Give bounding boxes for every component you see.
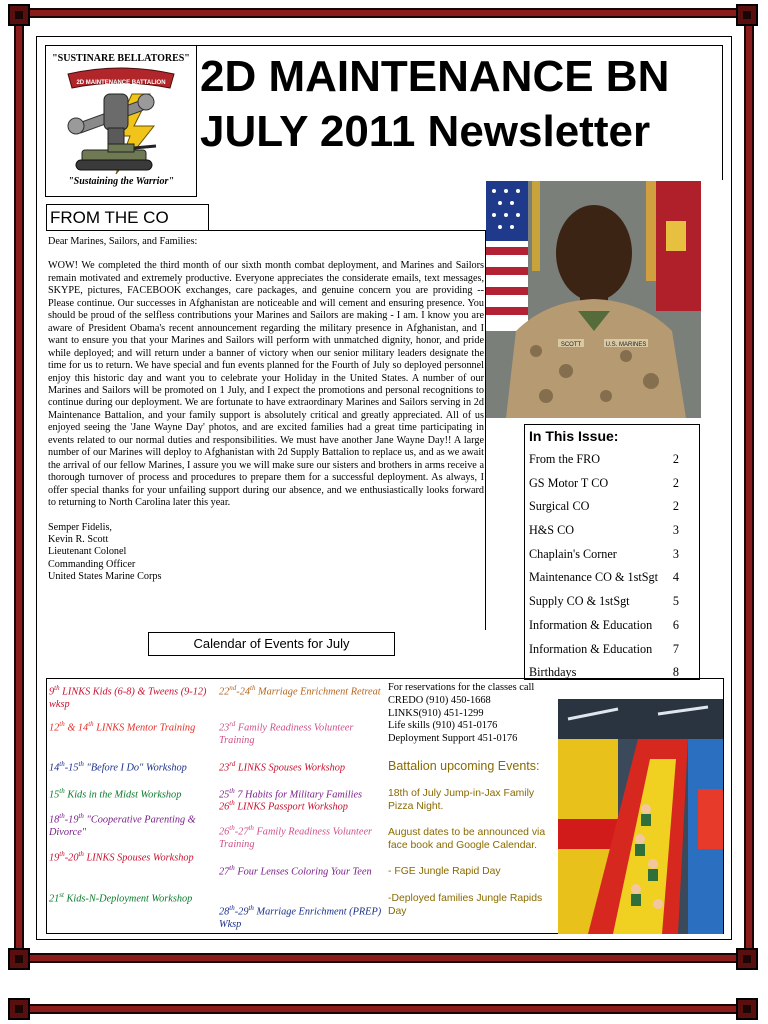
emblem-box [45,45,197,197]
toc-label: Information & Education [529,641,653,656]
toc-item[interactable] [525,616,699,640]
reservations-block [388,682,558,746]
frame-left-rail [14,14,24,964]
emblem-motto-bottom: "Sustaining the Warrior" [68,176,174,187]
toc-page: 8 [672,665,679,680]
toc-label: Chaplain's Corner [529,546,617,561]
toc-page: 5 [672,594,679,609]
toc-label: Supply CO & 1stSgt [529,594,630,609]
newsletter-title-line1: 2D MAINTENANCE BN [200,52,670,101]
letter-body: WOW! We completed the third month of our sixth month combat deployment, and Marines and Sailors remain motivated and extremely productive. Everyone appreciates the considerate emails, text messages, SKYPE, pictures, FACEBOOK exchanges, care packages, and genuine concern you are providing -- Please continue. Our successes in Afghanistan are noticeable and will cement and ensuring presence. You should be proud of the selfless contributions your Marines and Sailors are making - I am. I know you are aware of President Obama's recent announcement regarding the military presence in Afghanistan, and I want to ensure you that your Marines and Sailors will perform with unmatched dignity, honor, and pride while deployed; and will return under a banner of victory when our senior military leaders designate the time for us to return. We have special and fun events planned for the Fourth of July so deployed personnel enjoy this historic day and want you to celebrate your Holiday in the United States. A number of our Marines and Sailors will be promoted on 1 July, and I expect the promotions and personal recognitions to continue during our deployment. We are fortunate to have extraordinary Marines and Sailors serving in 2d Maintenance Battalion, and your family support is absolutely critical and greatly appreciated. All of us enjoyed seeing the 'Jane Wayne Day' photos, and are excited families had a great time participating in events related to our normal duties and responsibilities. We must have another Jane Wayne Day!! A large number of our Marines will deploy to Afghanistan with 2d Supply Battalion to replace us, and as we await the arrival of our fellow Marines, I assure you we will make sure our sisters and brothers in arms receive a thorough turnover of process and procedures to prepare them for a successful deployment. As always, I offer special thanks for your unfailing support during our absence, and we enthusiastically looks forward to returning to North Carolina later this year. [48,260,484,509]
frame-corner-tr [736,4,758,26]
toc-item[interactable] [525,450,699,474]
battalion-events-heading: Battalion upcoming Events: [388,759,540,773]
toc-page: 6 [672,617,679,632]
toc-page: 2 [672,499,679,514]
signature-line: Semper Fidelis, [48,521,112,533]
calendar-event: 26th-27th Family Readiness Volunteer Training [219,824,373,850]
commanding-officer-portrait [486,181,701,418]
frame-corner-next-l [8,998,30,1020]
newsletter-title-line2: JULY 2011 Newsletter [200,107,651,156]
emblem-motto-top: "SUSTINARE BELLATORES" [52,53,190,64]
toc-label: Information & Education [529,617,653,632]
battalion-event: 18th of July Jump-in-Jax Family Pizza Night. [388,788,535,812]
toc-label: Birthdays [529,665,577,680]
in-this-issue-heading: In This Issue: [529,428,619,444]
from-the-co-letter [48,236,484,584]
toc-page: 3 [672,546,679,561]
signature-line: Kevin R. Scott [48,533,109,545]
battalion-event: August dates to be announced via face book and Google Calendar. [388,827,546,851]
calendar-event: 23rd LINKS Spouses Workshop [219,760,346,774]
signature-line: Lieutenant Colonel [48,546,127,558]
toc-item[interactable] [525,474,699,498]
calendar-event: 18th-19th "Cooperative Parenting & Divorce" [49,812,196,838]
from-the-co-heading: FROM THE CO [46,204,209,230]
emblem-banner-text: 2D MAINTENANCE BATTALION [76,80,166,86]
toc-page: 2 [672,452,679,466]
reservation-line: Deployment Support 451-0176 [388,733,518,745]
frame-top-rail [14,8,754,18]
battalion-event: -Deployed families Jungle Rapids Day [388,893,543,917]
calendar-title: Calendar of Events for July [148,632,395,656]
calendar-event: 15th Kids in the Midst Workshop [49,787,182,801]
frame-bottom-rail [14,953,754,963]
calendar-event: 9th LINKS Kids (6-8) & Tweens (9-12) wksp [49,684,207,710]
toc-label: From the FRO [529,452,601,466]
frame-next-page-rail [14,1004,754,1014]
toc-label: Surgical CO [529,499,590,514]
toc-page: 3 [672,523,679,538]
frame-corner-bl [8,948,30,970]
signature-line: United States Marine Corps [48,571,162,583]
portrait-name-tape: SCOTT [560,342,582,348]
family-event-photo [558,699,723,934]
letter-signature [48,522,484,584]
calendar-event: 25th 7 Habits for Military Families [219,787,363,801]
battalion-emblem [46,64,196,184]
calendar-event: 28th-29th Marriage Enrichment (PREP) Wksp [219,904,382,930]
battalion-event: - FGE Jungle Rapid Day [388,866,501,877]
toc-label: Maintenance CO & 1stSgt [529,570,658,585]
toc-page: 4 [672,570,679,585]
toc-label: H&S CO [529,523,575,538]
calendar-event: 21st Kids-N-Deployment Workshop [49,891,193,905]
frame-corner-tl [8,4,30,26]
frame-right-rail [744,14,754,964]
calendar-event: 27th Four Lenses Coloring Your Teen [219,864,372,878]
frame-corner-next-r [736,998,758,1020]
toc-item[interactable] [525,545,699,569]
calendar-event: 22nd-24th Marriage Enrichment Retreat [219,684,381,698]
reservation-line: For reservations for the classes call [388,682,535,693]
toc-item[interactable] [525,497,699,521]
calendar-event: 12th & 14th LINKS Mentor Training [49,720,196,734]
toc-item[interactable] [525,521,699,545]
calendar-event: 14th-15th "Before I Do" Workshop [49,760,187,774]
toc-page: 2 [672,475,679,490]
toc-item[interactable] [525,640,699,664]
calendar-event: 23rd Family Readiness Volunteer Training [219,720,354,746]
frame-corner-br [736,948,758,970]
reservation-line: LINKS(910) 451-1299 [388,707,484,719]
reservation-line: Life skills (910) 451-0176 [388,720,498,732]
calendar-event: 26th LINKS Passport Workshop [219,799,348,813]
in-this-issue-box [524,424,700,680]
calendar-event: 19th-20th LINKS Spouses Workshop [49,850,194,864]
portrait-service-tape: U.S. MARINES [605,342,647,348]
letter-salutation: Dear Marines, Sailors, and Families: [48,236,198,247]
toc-item[interactable] [525,568,699,592]
reservation-line: CREDO (910) 450-1668 [388,694,491,706]
toc-page: 7 [672,641,679,656]
toc-item[interactable] [525,592,699,616]
toc-label: GS Motor T CO [529,475,609,490]
signature-line: Commanding Officer [48,558,136,570]
